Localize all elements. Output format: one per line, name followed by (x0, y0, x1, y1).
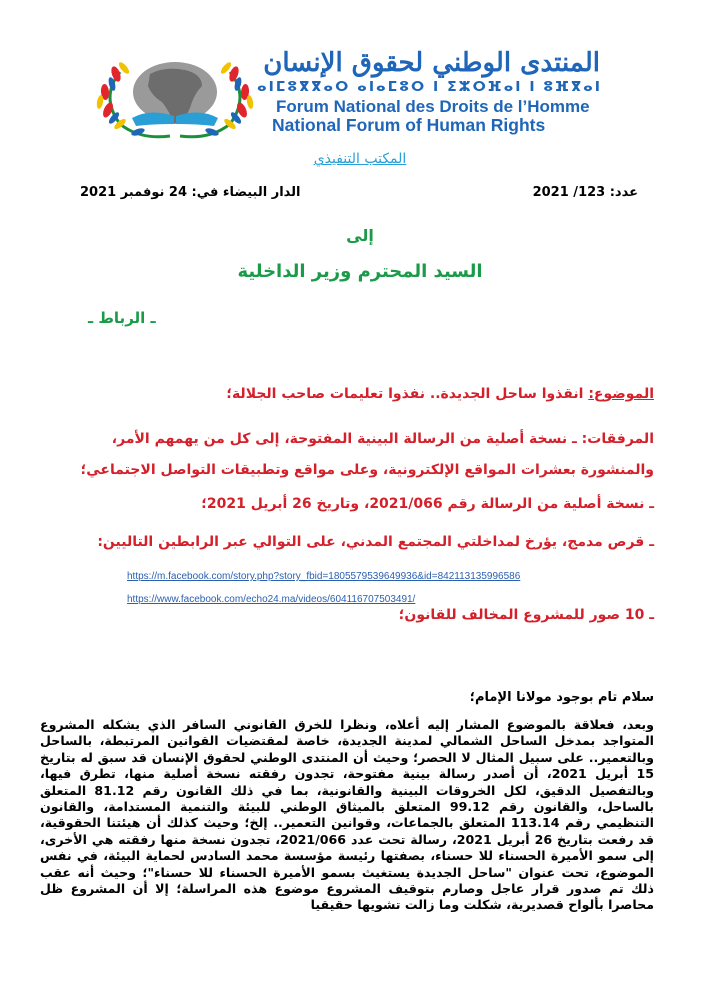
letter-body (40, 717, 654, 914)
subject-label: الموضوع: (588, 386, 654, 402)
office-title: المكتب التنفيذي (313, 151, 407, 167)
letter-date: الدار البيضاء في: 24 نوفمبر 2021 (80, 185, 301, 200)
attachments-label: المرفقات: (581, 431, 654, 447)
org-name-tifinagh: ⴰⵏⵎⵓⴳⴳⴰⵔ ⴰⵏⴰⵎⵓⵔ ⵏ ⵉⵣⵔⴼⴰⵏ ⵏ ⵓⴼⴳⴰⵏ (256, 79, 602, 95)
attachment-item-1: ـ نسخة أصلية من الرسالة البينية المفتوحة، إلى كل من يهمهم الأمر، والمنشورة بعشرات المواقع الإلكترونية، وعلى مواقع وتطبيقات التواصل الاجتماعي؛ (80, 431, 654, 478)
subject-text: انقذوا ساحل الجديدة.. نفذوا تعليمات صاحب الجلالة؛ (226, 386, 589, 402)
org-name-arabic: المنتدى الوطني لحقوق الإنسان (263, 48, 600, 78)
subject-line (226, 386, 654, 402)
globe-africa-laurel-icon (90, 52, 260, 142)
greeting: سلام تام بوجود مولانا الإمام؛ (469, 690, 654, 705)
attachment-item-3: ـ قرص مدمج، يؤرخ لمداخلتي المجتمع المدني، على التوالي عبر الرابطين التاليين: (97, 534, 654, 550)
facebook-video-link[interactable]: https://www.facebook.com/echo24.ma/videos/604116707503491/ (127, 594, 416, 605)
org-name-english: National Forum of Human Rights (272, 115, 546, 135)
attachments-first-item (54, 424, 654, 486)
reference-number: عدد: 123/ 2021 (532, 185, 638, 200)
facebook-story-link[interactable]: https://m.facebook.com/story.php?story_fbid=1805579539649936&id=842113135996586 (127, 571, 521, 582)
to-label: إلى (346, 226, 374, 245)
org-name-french: Forum National des Droits de l’Homme (276, 97, 590, 116)
recipient-city: ـ الرباط ـ (88, 309, 156, 327)
recipient: السيد المحترم وزير الداخلية (237, 261, 483, 282)
attachment-item-4: ـ 10 صور للمشروع المخالف للقانون؛ (398, 607, 654, 623)
body-paragraph: وبعد، فعلاقة بالموضوع المشار إليه أعلاه، ونظرا للخرق القانوني السافر الذي يشكله المشروع المتواجد بمدخل الساحل الشمالي لمدينة الجديدة، خاصة لمقتضيات القوانين المرتبطة، بالساحل وبالتعمير.. على سبيل المثال لا الحصر؛ وحيث أن المنتدى الوطني لحقوق الإنسان قد سبق له بتاريخ 15 أبريل 2021، أن أصدر رسالة بينية مفتوحة، تجدون رفقته نسخة أصلية منها، تطرق فيها، وبالتفصيل الدقيق، لكل الخروقات البينية والقانونية، بما في ذلك القانون رقم 81.12 المتعلق بالساحل، والقانون رقم 99.12 المتعلق بالميثاق الوطني للبيئة والتنمية المستدامة، والقانون التنظيمي رقم 113.14 المتعلق بالجماعات، وقوانين التعمير.. إلخ؛ وحيث كذلك أن هيئتنا الحقوقية، قد رفعت بتاريخ 26 أبريل 2021، رسالة تحت عدد 2021/066، تجدون نسخة منها رفقته هي الأخرى، إلى سمو الأميرة الحسناء للا حسناء، بصفتها رئيسة مؤسسة محمد السادس لحماية البيئة، في نفس الموضوع، تحت عنوان "ساحل الجديدة يستغيث بسمو الأميرة الحسناء للا حسناء"؛ وحيث أنه عقب ذلك تم صدور قرار عاجل وصارم بتوقيف المشروع موضوع هذه المراسلة؛ إلا أن المشروع ظل محاصرا بألواح قصديرية، شكلت وما زالت تشويها حقيقيا (40, 717, 655, 913)
attachment-item-2: ـ نسخة أصلية من الرسالة رقم 2021/066، وتاريخ 26 أبريل 2021؛ (201, 496, 654, 512)
